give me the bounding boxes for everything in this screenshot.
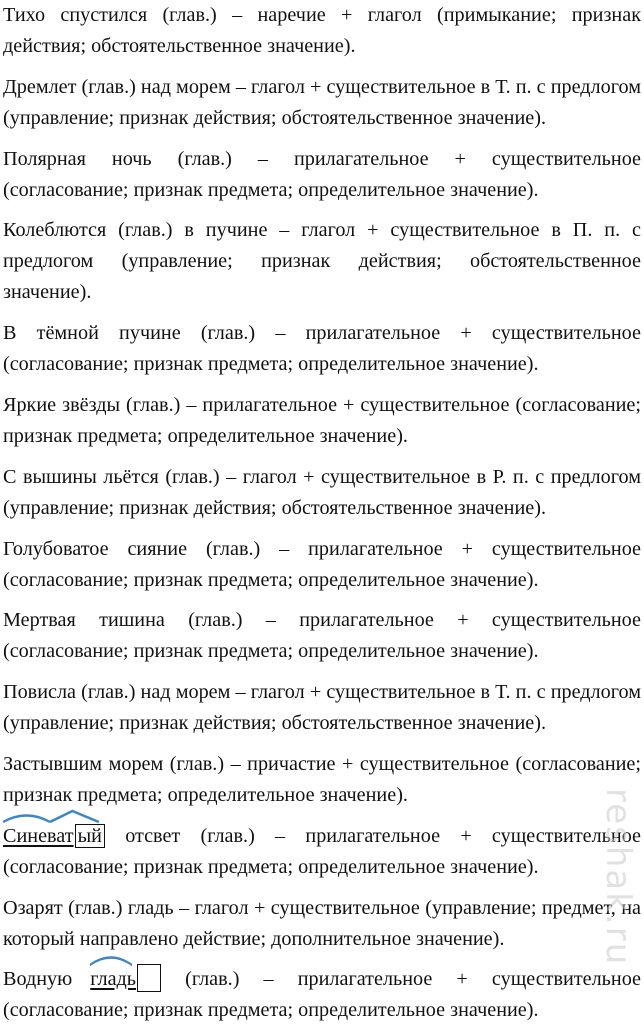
word-stem: Синеват [3,824,74,847]
paragraph-5: В тёмной пучине (глав.) – прилагательное + существительное (согласование; признак предмета; определительное значение). [3,322,641,376]
paragraph-marked-vodnuyu [3,964,641,1026]
paragraph-4: Колеблются (глав.) в пучине – глагол + существительное в П. п. с предлогом (управление; признак действия; обстоятельственное значение). [3,219,641,304]
watermark: reshak.ru [598,788,638,967]
paragraph-2: Дремлет (глав.) над морем – глагол + существительное в Т. п. с предлогом (управление; признак действия; обстоятельственное значение). [3,75,641,129]
root-arc-icon [1,807,103,823]
word-ending-box: ый [75,824,105,848]
word-root-gladj: гладь [90,968,137,991]
root-arc-icon-2 [88,950,134,966]
paragraph-ozaryat: Озарят (глав.) гладь – глагол + существительное (управление; предмет, на который направлено действие; дополнительное значение). [3,896,641,950]
paragraph-marked-rest-2: (глав.) – прилагательное + существительное (согласование; признак предмета; определительное значение). [3,968,641,1022]
document-body [3,0,641,1026]
paragraph-marked-rest: отсвет (глав.) – прилагательное + существительное (согласование; признак предмета; определительное значение). [3,824,641,878]
paragraph-10: Повисла (глав.) над морем – глагол + существительное в Т. п. с предлогом (управление; признак действия; обстоятельственное значение). [3,681,641,735]
paragraph-1: Тихо спустился (глав.) – наречие + глагол (примыкание; признак действия; обстоятельственное значение). [3,4,641,57]
word-vodnuyu: Водную [3,968,73,991]
paragraph-9: Мертвая тишина (глав.) – прилагательное + существительное (согласование; признак предмета; определительное значение). [3,609,641,663]
paragraph-marked-sinevatyi [3,821,641,883]
paragraph-11: Застывшим морем (глав.) – причастие + существительное (согласование; признак предмета; определительное значение). [3,752,641,806]
morpheme-marked-word-2 [90,964,136,995]
paragraph-3: Полярная ночь (глав.) – прилагательное + существительное (согласование; признак предмета; определительное значение). [3,147,641,201]
paragraph-7: С вышины льётся (глав.) – глагол + существительное в Р. п. с предлогом (управление; признак действия; обстоятельственное значение). [3,465,641,519]
paragraph-8: Голубоватое сияние (глав.) – прилагательное + существительное (согласование; признак предмета; определительное значение). [3,537,641,591]
paragraph-6: Яркие звёзды (глав.) – прилагательное + существительное (согласование; признак предмета; определительное значение). [3,393,641,447]
zero-ending-box [137,964,161,992]
morpheme-marked-word [3,821,105,852]
